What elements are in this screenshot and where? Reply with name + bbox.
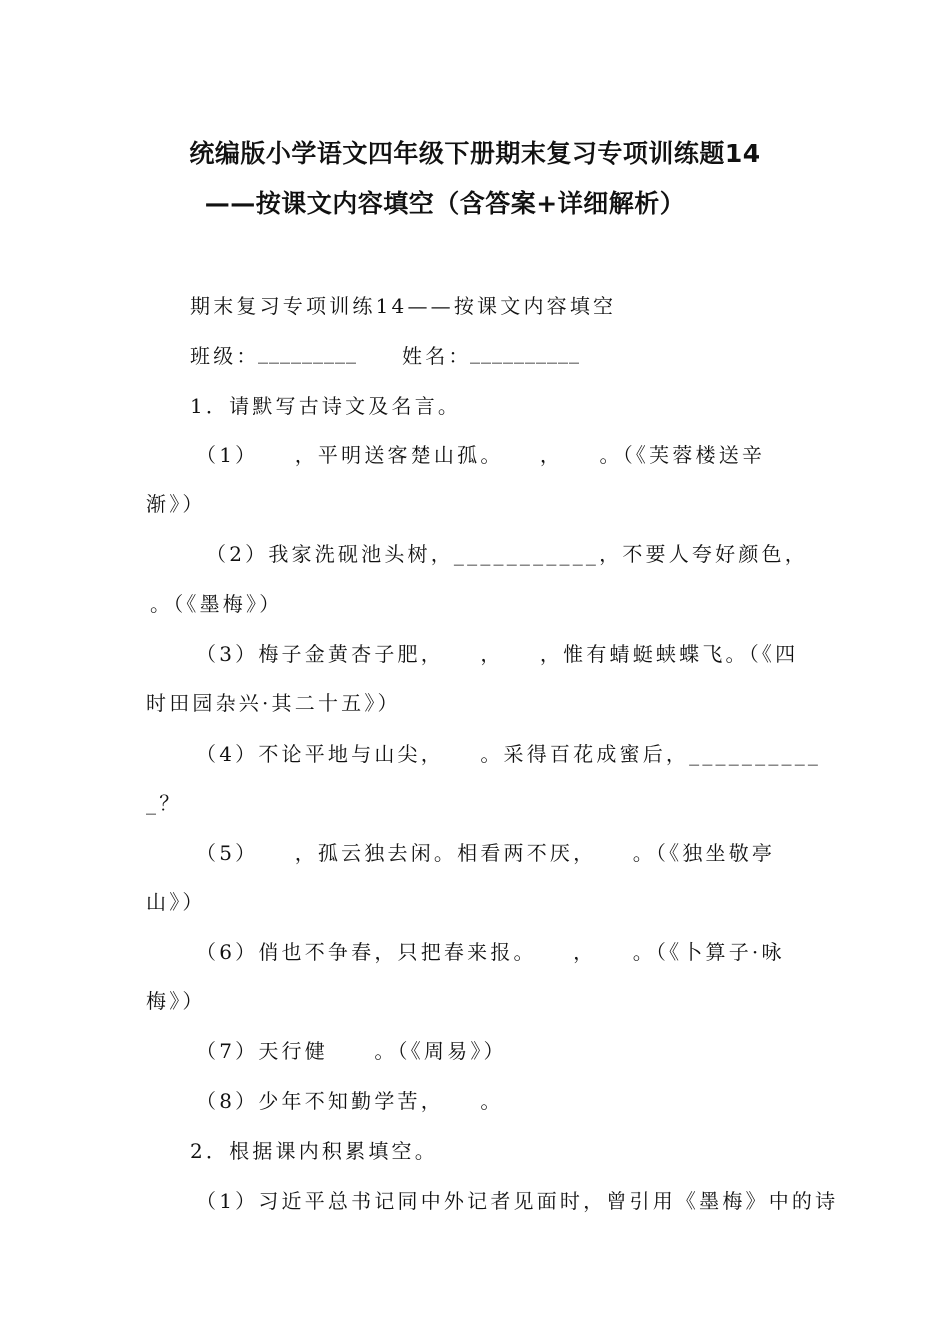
question-1-2-line-1: （2）我家洗砚池头树，___________，不要人夸好颜色， <box>206 542 808 566</box>
question-1-5-line-2: 山》） <box>146 890 206 914</box>
question-1-1-line-1: （1） ，平明送客楚山孤。 ， 。（《芙蓉楼送辛 <box>196 443 766 467</box>
class-label: 班级： <box>190 344 260 368</box>
question-1: 1．请默写古诗文及名言。 <box>190 394 462 418</box>
name-blank: __________ <box>470 340 580 364</box>
question-1-3-line-2: 时田园杂兴·其二十五》） <box>146 691 401 715</box>
question-1-6-line-2: 梅》） <box>146 989 206 1013</box>
question-2-1-line-1: （1）习近平总书记同中外记者见面时，曾引用《墨梅》中的诗 <box>196 1189 839 1213</box>
document-title-line-2: ——按课文内容填空（含答案+详细解析） <box>204 189 686 218</box>
question-2: 2．根据课内积累填空。 <box>190 1139 438 1163</box>
question-1-8: （8）少年不知勤学苦， 。 <box>196 1089 504 1113</box>
question-1-2-line-2: 。（《墨梅》） <box>150 592 283 616</box>
question-1-7: （7）天行健 。（《周易》） <box>196 1039 507 1063</box>
question-1-5-line-1: （5） ，孤云独去闲。相看两不厌， 。（《独坐敬亭 <box>196 841 776 865</box>
section-heading: 期末复习专项训练14——按课文内容填空 <box>190 294 617 318</box>
document-title-line-1: 统编版小学语文四年级下册期末复习专项训练题14 <box>189 139 761 168</box>
question-1-3-line-1: （3）梅子金黄杏子肥， ， ，惟有蜻蜓蛱蝶飞。（《四 <box>196 642 799 666</box>
name-label: 姓名： <box>402 344 472 368</box>
question-1-1-line-2: 渐》） <box>146 492 206 516</box>
question-1-4-line-2: _？ <box>146 791 183 815</box>
class-blank: _________ <box>258 340 357 364</box>
question-1-6-line-1: （6）俏也不争春，只把春来报。 ， 。（《卜算子·咏 <box>196 940 785 964</box>
question-1-4-line-1: （4）不论平地与山尖， 。采得百花成蜜后，__________ <box>196 742 822 766</box>
